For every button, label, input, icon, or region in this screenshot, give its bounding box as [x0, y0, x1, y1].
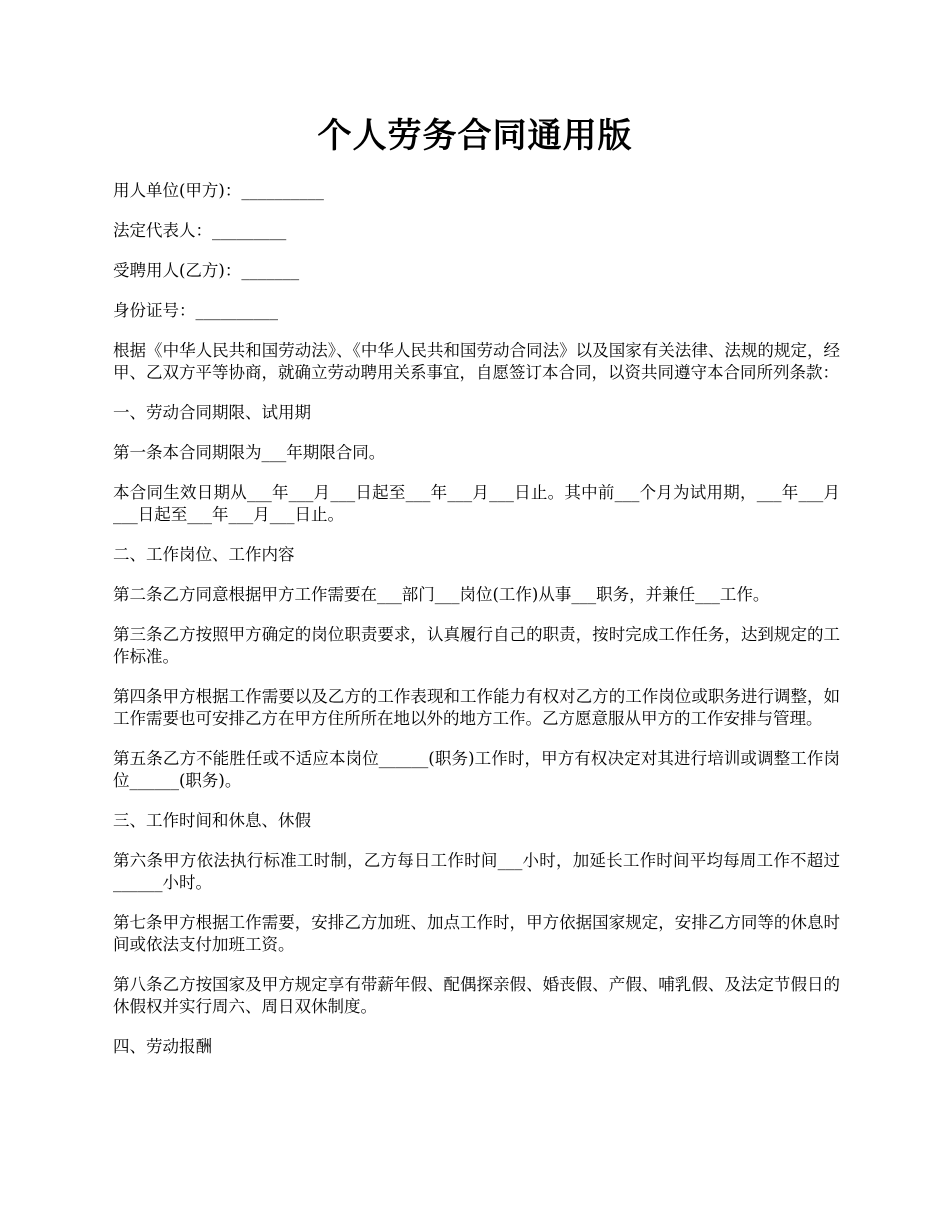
contract-effective-dates: 本合同生效日期从___年___月___日起至___年___月___日止。其中前___个月为试用期，___年___月___日起至___年___月___日止。 — [113, 483, 840, 524]
article-1: 第一条本合同期限为___年期限合同。 — [113, 443, 386, 462]
preamble-paragraph: 根据《中华人民共和国劳动法》、《中华人民共和国劳动合同法》以及国家有关法律、法规的规定，经甲、乙双方平等协商，就确立劳动聘用关系事宜，自愿签订本合同，以资共同遵守本合同所列条款： — [113, 341, 840, 382]
section-heading-contract-term: 一、劳动合同期限、试用期 — [113, 403, 311, 422]
article-4: 第四条甲方根据工作需要以及乙方的工作表现和工作能力有权对乙方的工作岗位或职务进行调整，如工作需要也可安排乙方在甲方住所所在地以外的地方工作。乙方愿意服从甲方的工作安排与管理。 — [113, 687, 840, 728]
field-id-number: 身份证号：__________ — [113, 301, 278, 320]
section-heading-job-position: 二、工作岗位、工作内容 — [113, 545, 295, 564]
field-employer: 用人单位(甲方)：__________ — [113, 181, 324, 200]
field-employee: 受聘用人(乙方)：_______ — [113, 261, 300, 280]
article-8: 第八条乙方按国家及甲方规定享有带薪年假、配偶探亲假、婚丧假、产假、哺乳假、及法定节假日的休假权并实行周六、周日双休制度。 — [113, 975, 840, 1016]
article-7: 第七条甲方根据工作需要，安排乙方加班、加点工作时，甲方依据国家规定，安排乙方同等的休息时间或依法支付加班工资。 — [113, 913, 840, 954]
article-5: 第五条乙方不能胜任或不适应本岗位______(职务)工作时，甲方有权决定对其进行培训或调整工作岗位______(职务)。 — [113, 749, 840, 790]
article-2: 第二条乙方同意根据甲方工作需要在___部门___岗位(工作)从事___职务，并兼任___工作。 — [113, 585, 770, 604]
article-6: 第六条甲方依法执行标准工时制，乙方每日工作时间___小时，加延长工作时间平均每周工作不超过______小时。 — [113, 851, 840, 892]
section-heading-working-hours: 三、工作时间和休息、休假 — [113, 811, 311, 830]
section-heading-remuneration: 四、劳动报酬 — [113, 1037, 212, 1056]
field-legal-representative: 法定代表人：_________ — [113, 221, 287, 240]
article-3: 第三条乙方按照甲方确定的岗位职责要求，认真履行自己的职责，按时完成工作任务，达到规定的工作标准。 — [113, 625, 840, 666]
document-title: 个人劳务合同通用版 — [317, 116, 633, 156]
document-body — [113, 180, 840, 1076]
